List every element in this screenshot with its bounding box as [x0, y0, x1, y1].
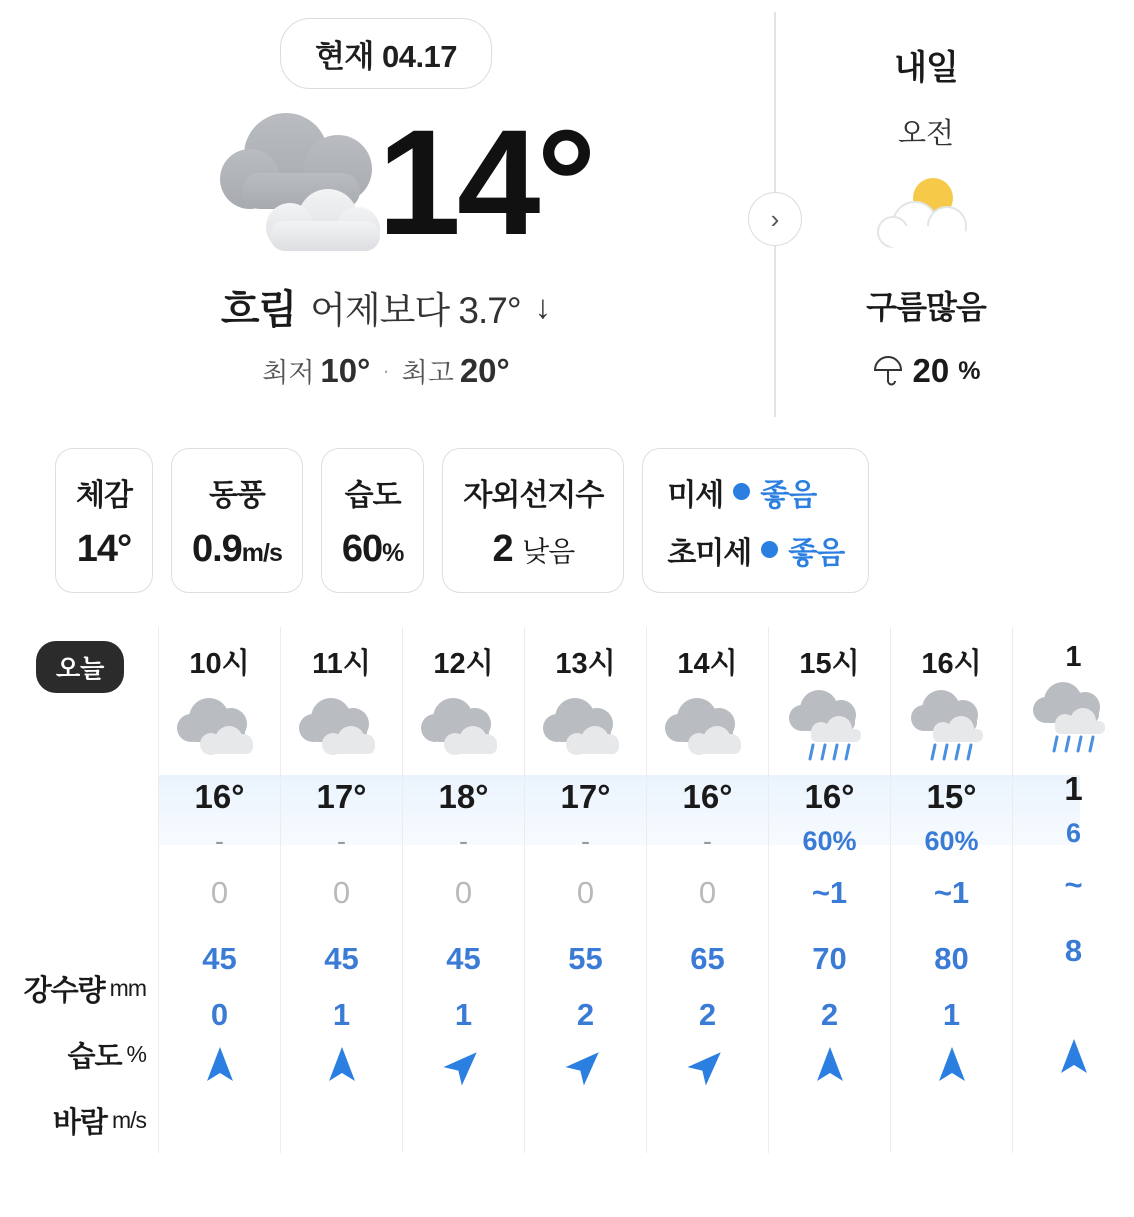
hourly-column[interactable] [402, 627, 524, 1153]
rain-icon [769, 682, 890, 768]
hour-wind-speed: 2 [576, 997, 595, 1032]
hour-precip-probability: - [459, 826, 468, 856]
metric-title: 습도 [344, 479, 401, 512]
hour-precipitation: 0 [210, 875, 229, 910]
current-weather-block [0, 18, 772, 390]
current-weather-section [0, 0, 1080, 440]
row-label-text: 강수량 [23, 974, 105, 1007]
metric-card-wind[interactable] [171, 448, 303, 593]
cloudy-icon [647, 682, 768, 768]
current-date-chip[interactable]: 현재 04.17 [280, 18, 492, 89]
wind-direction-icon [403, 1038, 524, 1092]
hour-precip-probability: - [703, 826, 712, 856]
hour-temperature: 16° [804, 778, 855, 815]
metric-card-humidity[interactable] [321, 448, 425, 593]
hourly-column[interactable] [1012, 627, 1134, 1153]
row-label-unit: m/s [111, 1106, 146, 1133]
cloudy-icon [281, 682, 402, 768]
hour-precipitation: 0 [332, 875, 351, 910]
hour-humidity: 45 [202, 941, 237, 976]
hour-humidity: 80 [934, 941, 969, 976]
wind-direction-icon [281, 1038, 402, 1092]
hour-humidity: 8 [1064, 933, 1083, 968]
hour-label: 15시 [799, 648, 860, 680]
hourly-column[interactable] [768, 627, 890, 1153]
dust-status: 좋음 [788, 536, 845, 570]
metric-value: 60 [341, 528, 383, 570]
hour-precipitation: ~1 [933, 875, 970, 910]
tomorrow-rain-prob: 20 [912, 352, 950, 389]
hour-precip-probability: - [215, 826, 224, 856]
hourly-label-column [0, 627, 158, 1153]
current-condition: 흐림 [220, 288, 297, 332]
next-arrow-icon[interactable]: › [748, 192, 802, 246]
min-value: 10° [320, 351, 371, 389]
wind-direction-icon [647, 1038, 768, 1092]
metric-value: 0.9 [191, 528, 242, 570]
hour-temperature: 16° [194, 778, 245, 815]
hour-label: 16시 [921, 648, 982, 680]
metric-unit: % [382, 539, 404, 567]
hour-precipitation: ~1 [811, 875, 848, 910]
hour-temperature: 17° [316, 778, 367, 815]
row-label-unit: % [126, 1040, 146, 1067]
wind-direction-icon [769, 1038, 890, 1092]
metric-title: 동풍 [208, 479, 265, 512]
hourly-column[interactable] [646, 627, 768, 1153]
hourly-column[interactable] [280, 627, 402, 1153]
hour-wind-speed: 1 [454, 997, 473, 1032]
yesterday-compare: 어제보다 3.7° [310, 289, 521, 331]
hour-humidity: 45 [324, 941, 359, 976]
cloudy-icon [403, 682, 524, 768]
hour-humidity: 65 [690, 941, 725, 976]
status-dot-icon [733, 483, 750, 500]
hour-label: 1 [1065, 641, 1082, 673]
dust-status: 좋음 [760, 478, 817, 512]
metric-card-dust[interactable] [642, 448, 869, 593]
umbrella-icon [872, 355, 904, 387]
hour-precipitation: 0 [698, 875, 717, 910]
tomorrow-title: 내일 [894, 49, 958, 87]
metric-card-uv[interactable] [442, 448, 624, 593]
current-temp-row [0, 99, 772, 264]
hour-wind-speed: 2 [698, 997, 717, 1032]
cloudy-icon [159, 682, 280, 768]
wind-direction-icon [525, 1038, 646, 1092]
hour-precipitation: 0 [576, 875, 595, 910]
hour-humidity: 55 [568, 941, 603, 976]
hour-precip-probability: 60% [924, 826, 979, 856]
hour-precip-probability: 6 [1065, 818, 1082, 848]
max-label: 최고 [401, 358, 454, 388]
hour-temperature: 1 [1064, 770, 1083, 807]
metric-value: 2 [492, 528, 513, 570]
tomorrow-rain-row [872, 352, 981, 390]
tomorrow-period: 오전 [897, 118, 955, 150]
dust-row-pm25 [667, 528, 844, 572]
hour-label: 10시 [189, 648, 250, 680]
hour-temperature: 18° [438, 778, 489, 815]
hourly-columns[interactable] [158, 627, 1134, 1153]
dust-row-pm10 [667, 470, 816, 514]
min-max-row [262, 351, 509, 390]
hour-wind-speed [1013, 984, 1134, 1030]
hour-wind-speed: 2 [820, 997, 839, 1032]
hour-label: 14시 [677, 648, 738, 680]
wind-direction-icon [159, 1038, 280, 1092]
max-value: 20° [459, 351, 510, 389]
rain-icon [891, 682, 1012, 768]
hour-precip-probability: - [581, 826, 590, 856]
hour-label: 12시 [433, 648, 494, 680]
hour-precipitation: 0 [454, 875, 473, 910]
arrow-down-icon: ↓ [534, 287, 552, 325]
tomorrow-block[interactable] [772, 18, 1080, 390]
metric-word: 낮음 [522, 536, 575, 567]
row-label-precipitation [0, 955, 158, 1021]
status-dot-icon [761, 541, 778, 558]
row-label-humidity [0, 1021, 158, 1087]
current-condition-row [221, 278, 551, 335]
hourly-column[interactable] [158, 627, 280, 1153]
row-label-text: 습도 [67, 1040, 122, 1073]
tomorrow-rain-unit: % [958, 356, 981, 385]
metric-card-feels[interactable] [55, 448, 153, 593]
hourly-column[interactable] [890, 627, 1012, 1153]
cloudy-icon [525, 682, 646, 768]
dust-label: 미세 [667, 478, 724, 512]
hourly-column[interactable] [524, 627, 646, 1153]
tomorrow-condition: 구름많음 [866, 289, 986, 325]
hour-wind-speed: 1 [332, 997, 351, 1032]
partly-cloudy-icon [871, 172, 981, 256]
metric-title: 자외선지수 [463, 479, 604, 512]
hour-precipitation: ~ [1064, 867, 1083, 902]
hour-precip-probability: 60% [802, 826, 857, 856]
metric-value: 14° [76, 528, 132, 570]
hour-humidity: 70 [812, 941, 847, 976]
hour-temperature: 17° [560, 778, 611, 815]
hour-label: 13시 [555, 648, 616, 680]
hour-temperature: 16° [682, 778, 733, 815]
separator-dot: · [382, 357, 390, 383]
current-temperature: 14° [377, 97, 593, 266]
hour-temperature: 15° [926, 778, 977, 815]
row-label-text: 바람 [52, 1106, 107, 1139]
metric-unit: m/s [241, 539, 282, 567]
hourly-forecast-section[interactable] [0, 627, 1083, 1167]
metric-title: 체감 [76, 479, 132, 512]
hour-wind-speed: 0 [210, 997, 229, 1032]
dust-label: 초미세 [667, 536, 752, 570]
hour-wind-speed: 1 [942, 997, 961, 1032]
rain-icon [1013, 674, 1134, 760]
row-label-unit: mm [109, 974, 146, 1001]
row-label-wind [0, 1087, 158, 1153]
min-label: 최저 [262, 358, 315, 388]
metric-cards [0, 448, 1080, 593]
wind-direction-icon [1013, 1030, 1134, 1084]
wind-direction-icon [891, 1038, 1012, 1092]
hour-label: 11시 [312, 648, 371, 680]
hour-humidity: 45 [446, 941, 481, 976]
today-chip[interactable]: 오늘 [36, 641, 124, 693]
hour-precip-probability: - [337, 826, 346, 856]
